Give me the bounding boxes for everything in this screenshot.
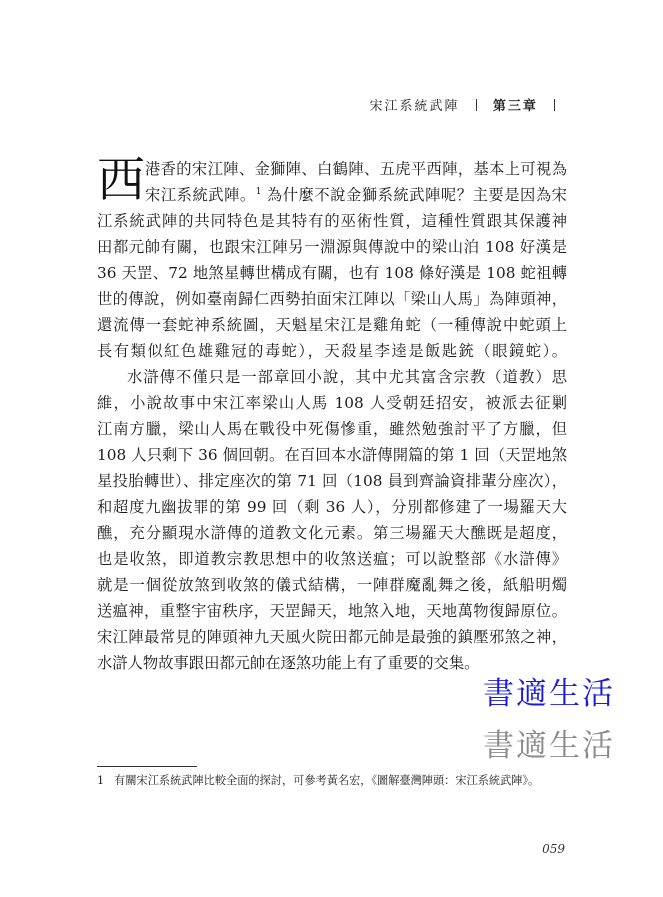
text-line: 水滸人物故事跟田都元帥在逐煞功能上有了重要的交集。: [97, 654, 480, 672]
text-line: 宋江陣最常見的陣頭神九天風火院田都元帥是最強的鎮壓邪煞之神，: [97, 628, 567, 646]
text-line: [145, 182, 567, 208]
page-number: 059: [542, 842, 565, 856]
text-line: 水滸傳不僅只是一部章回小說，其中尤其富含宗教（道教）思: [127, 368, 567, 386]
text-fragment: 為什麼不說金獅系統武陣呢？主要是因為宋: [266, 186, 567, 204]
text-line: 和超度九幽拔罪的第 99 回（剩 36 人），分別都修建了一場羅天大: [97, 498, 567, 516]
text-line: 還流傳一套蛇神系統圖，天魁星宋江是雞角蛇（一種傳說中蛇頭上: [97, 316, 567, 334]
footnote-number: 1: [97, 774, 105, 787]
text-line: 港香的宋江陣、金獅陣、白鶴陣、五虎平西陣，基本上可視為: [145, 160, 567, 178]
text-line: 36 天罡、72 地煞星轉世構成有關，也有 108 條好漢是 108 蛇祖轉: [97, 264, 567, 282]
drop-cap: 西: [97, 152, 146, 208]
running-head-title: 宋江系統武陣: [369, 99, 460, 114]
running-head: [370, 95, 565, 114]
watermark-primary: 書適生活: [483, 676, 615, 712]
running-head-chapter: 第三章: [492, 99, 538, 114]
text-line: 星投胎轉世）、排定座次的第 71 回（108 員到齊論資排輩分座次），: [97, 472, 567, 490]
text-line: 送瘟神，重整宇宙秩序，天罡歸天，地煞入地，天地萬物復歸原位。: [97, 602, 567, 620]
text-line: 也是收煞，即道教宗教思想中的收煞送瘟；可以說整部《水滸傳》: [97, 550, 567, 568]
footnote-ref[interactable]: 1: [255, 186, 262, 197]
footnote-rule: [97, 766, 197, 767]
text-line: 就是一個從放煞到收煞的儀式結構，一陣群魔亂舞之後，紙船明燭: [97, 576, 567, 594]
text-fragment: 宋江系統武陣。: [145, 186, 256, 204]
text-line: 維，小說故事中宋江率梁山人馬 108 人受朝廷招安，被派去征剿: [97, 394, 567, 412]
text-line: 108 人只剩下 36 個回朝。在百回本水滸傳開篇的第 1 回（天罡地煞: [97, 446, 567, 464]
text-line: 長有類似紅色雄雞冠的毒蛇），天殺星李逵是飯匙銃（眼鏡蛇）。: [97, 342, 567, 360]
text-line: 田都元帥有關，也跟宋江陣另一淵源與傳說中的梁山泊 108 好漢是: [97, 238, 567, 256]
text-line: 江系統武陣的共同特色是其特有的巫術性質，這種性質跟其保護神: [97, 212, 567, 230]
footnote-text: 有關宋江系統武陣比較全面的探討，可參考黃名宏，《圖解臺灣陣頭：宋江系統武陣》。: [114, 774, 540, 787]
text-line: 世的傳說，例如臺南歸仁西勢拍面宋江陣以「梁山人馬」為陣頭神，: [97, 290, 567, 308]
text-line: 江南方臘，梁山人馬在戰役中死傷慘重，雖然勉強討平了方臘，但: [97, 420, 567, 438]
watermark-secondary: 書適生活: [483, 728, 615, 764]
running-head-divider-end: [554, 99, 555, 111]
text-line: 醮，充分顯現水滸傳的道教文化元素。第三場羅天大醮既是超度，: [97, 524, 567, 542]
footnote: [97, 772, 539, 788]
running-head-divider: [476, 99, 477, 111]
